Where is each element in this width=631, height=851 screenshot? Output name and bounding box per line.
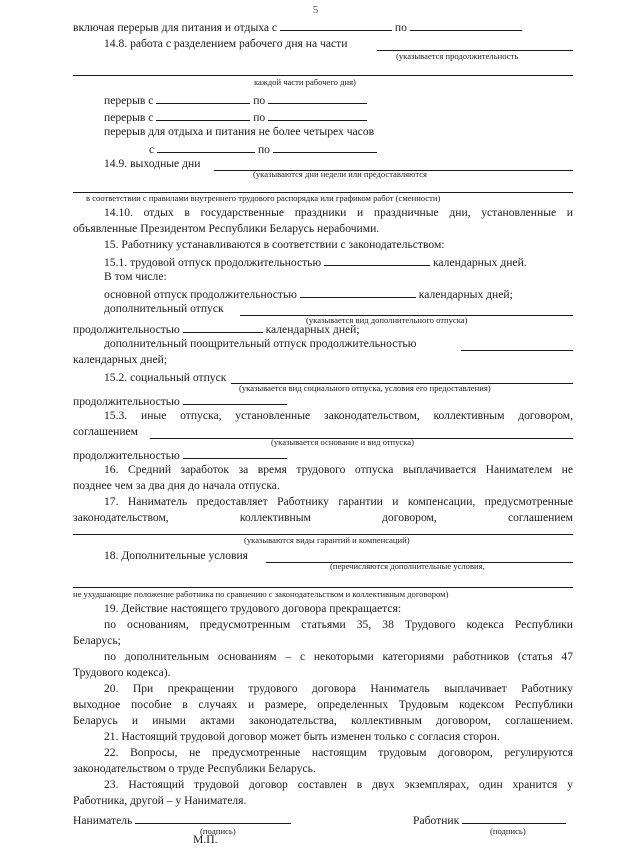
break-line: включая перерыв для питания и отдыха с по <box>73 18 573 37</box>
text-line: Трудового кодекса). <box>73 666 171 679</box>
clause-15: 15. Работнику устанавливаются в соответствии с законодательством: <box>104 238 445 251</box>
text-line: Работника, другой – у Нанимателя. <box>73 794 247 807</box>
blank-field[interactable] <box>156 91 250 104</box>
clause-17: 17. Наниматель предоставляет Работнику гарантии и компенсации, предусмотренные <box>104 495 573 508</box>
clause-14-10: 14.10. отдых в государственные праздники и праздничные дни, установленные и <box>104 206 573 219</box>
text-line: по основаниям, предусмотренным статьями 35, 38 Трудового кодекса Республики <box>104 618 573 631</box>
blank-field[interactable] <box>73 74 573 76</box>
signature-hint: (подпись) <box>200 826 236 836</box>
seal-label: М.П. <box>193 833 218 846</box>
signature-hint: (подпись) <box>490 826 526 836</box>
duration-row: продолжительностью <box>73 392 573 411</box>
clause-18: 18. Дополнительные условия <box>104 549 248 562</box>
blank-field[interactable] <box>73 586 573 588</box>
hint-text: (указывается вид дополнительного отпуска) <box>306 315 468 325</box>
break-row: перерыв с по <box>104 91 573 110</box>
text-line: В том числе: <box>104 270 167 283</box>
text-line: календарных дней; <box>73 353 168 366</box>
hint-text: (указываются дни недели или предоставляются <box>253 169 427 179</box>
hint-text: (указываются виды гарантий и компенсаций) <box>244 535 410 545</box>
hint-text: не ухудшающие положение работника по сравнению с законодательством и коллективным договором) <box>73 589 449 599</box>
hint-text: (перечисляются дополнительные условия, <box>330 561 485 571</box>
blank-field[interactable] <box>300 285 416 298</box>
blank-field[interactable] <box>268 108 367 121</box>
guarantees-row: законодательством, коллективным договором, соглашением <box>73 511 573 524</box>
clause-14-9: 14.9. выходные дни <box>104 157 201 170</box>
agreement-row: соглашением <box>73 425 139 438</box>
break-row: с по <box>149 140 449 159</box>
clause-14-8: 14.8. работа с разделением рабочего дня на части <box>104 37 348 50</box>
hint-text: каждой части рабочего дня) <box>254 77 356 87</box>
break-row: перерыв с по <box>104 108 573 127</box>
blank-field[interactable] <box>280 18 392 31</box>
additional-leave-row: дополнительный отпуск <box>104 302 224 315</box>
employer-signature: Наниматель <box>73 811 313 830</box>
clause-15-3: 15.3. иные отпуска, установленные законодательством, коллективным договором, <box>104 409 573 422</box>
clause-15-2: 15.2. социальный отпуск <box>104 371 227 384</box>
text-line: позднее чем за два дня до начала отпуска. <box>73 479 280 492</box>
duration-row: продолжительностью календарных дней; <box>73 320 573 339</box>
break-row: перерыв для отдыха и питания не более четырех часов <box>104 125 375 138</box>
clause-22: 22. Вопросы, не предусмотренные настоящим трудовым договором, регулируются <box>104 746 573 759</box>
clause-19: 19. Действие настоящего трудового договора прекращается: <box>104 602 402 615</box>
text-line: выходное пособие в случаях и размере, определенных Трудовым кодексом Республики <box>73 698 573 711</box>
hint-text: (указывается вид социального отпуска, условия его предоставления) <box>239 383 491 393</box>
text-line: законодательством о труде Республики Беларусь. <box>73 762 316 775</box>
clause-16: 16. Средний заработок за время трудового отпуска выплачивается Нанимателем не <box>104 463 573 476</box>
employee-signature: Работник <box>413 811 575 830</box>
blank-field[interactable] <box>183 392 287 405</box>
blank-field[interactable] <box>157 140 255 153</box>
clause-15-1: 15.1. трудовой отпуск продолжительностью календарных дней. <box>104 253 573 272</box>
hint-text: в соответствии с правилами внутреннего трудового распорядка или графиком работ (сменности) <box>86 193 441 203</box>
blank-field[interactable] <box>183 320 263 333</box>
bonus-leave-row: дополнительный поощрительный отпуск продолжительностью <box>104 337 417 350</box>
employee-signature-field[interactable] <box>462 811 566 824</box>
employer-signature-field[interactable] <box>135 811 291 824</box>
clause-23: 23. Настоящий трудовой договор составлен в двух экземплярах, один хранится у <box>104 778 573 791</box>
text-line: объявленные Президентом Республики Беларусь нерабочими. <box>73 222 380 235</box>
duration-row: продолжительностью <box>73 446 573 465</box>
hint-text: (указывается основание и вид отпуска) <box>271 437 414 447</box>
main-leave-row: основной отпуск продолжительностью календарных дней; <box>104 285 573 304</box>
blank-field[interactable] <box>268 91 367 104</box>
text-line: по дополнительным основаниям – с некоторыми категориями работников (статья 47 <box>104 650 573 663</box>
text-line: Беларусь; <box>73 634 121 647</box>
blank-field[interactable] <box>410 18 522 31</box>
text-line: Беларусь и иными актами законодательства, коллективным договором, соглашением. <box>73 714 573 727</box>
hint-text: (указывается продолжительность <box>396 51 519 61</box>
clause-20: 20. При прекращении трудового договора Наниматель выплачивает Работнику <box>104 682 573 695</box>
blank-field[interactable] <box>324 253 430 266</box>
page-number: 5 <box>312 4 319 16</box>
blank-field[interactable] <box>183 446 287 459</box>
blank-field[interactable] <box>461 349 573 351</box>
blank-field[interactable] <box>156 108 250 121</box>
blank-field[interactable] <box>273 140 377 153</box>
clause-21: 21. Настоящий трудовой договор может быть изменен только с согласия сторон. <box>104 730 500 743</box>
